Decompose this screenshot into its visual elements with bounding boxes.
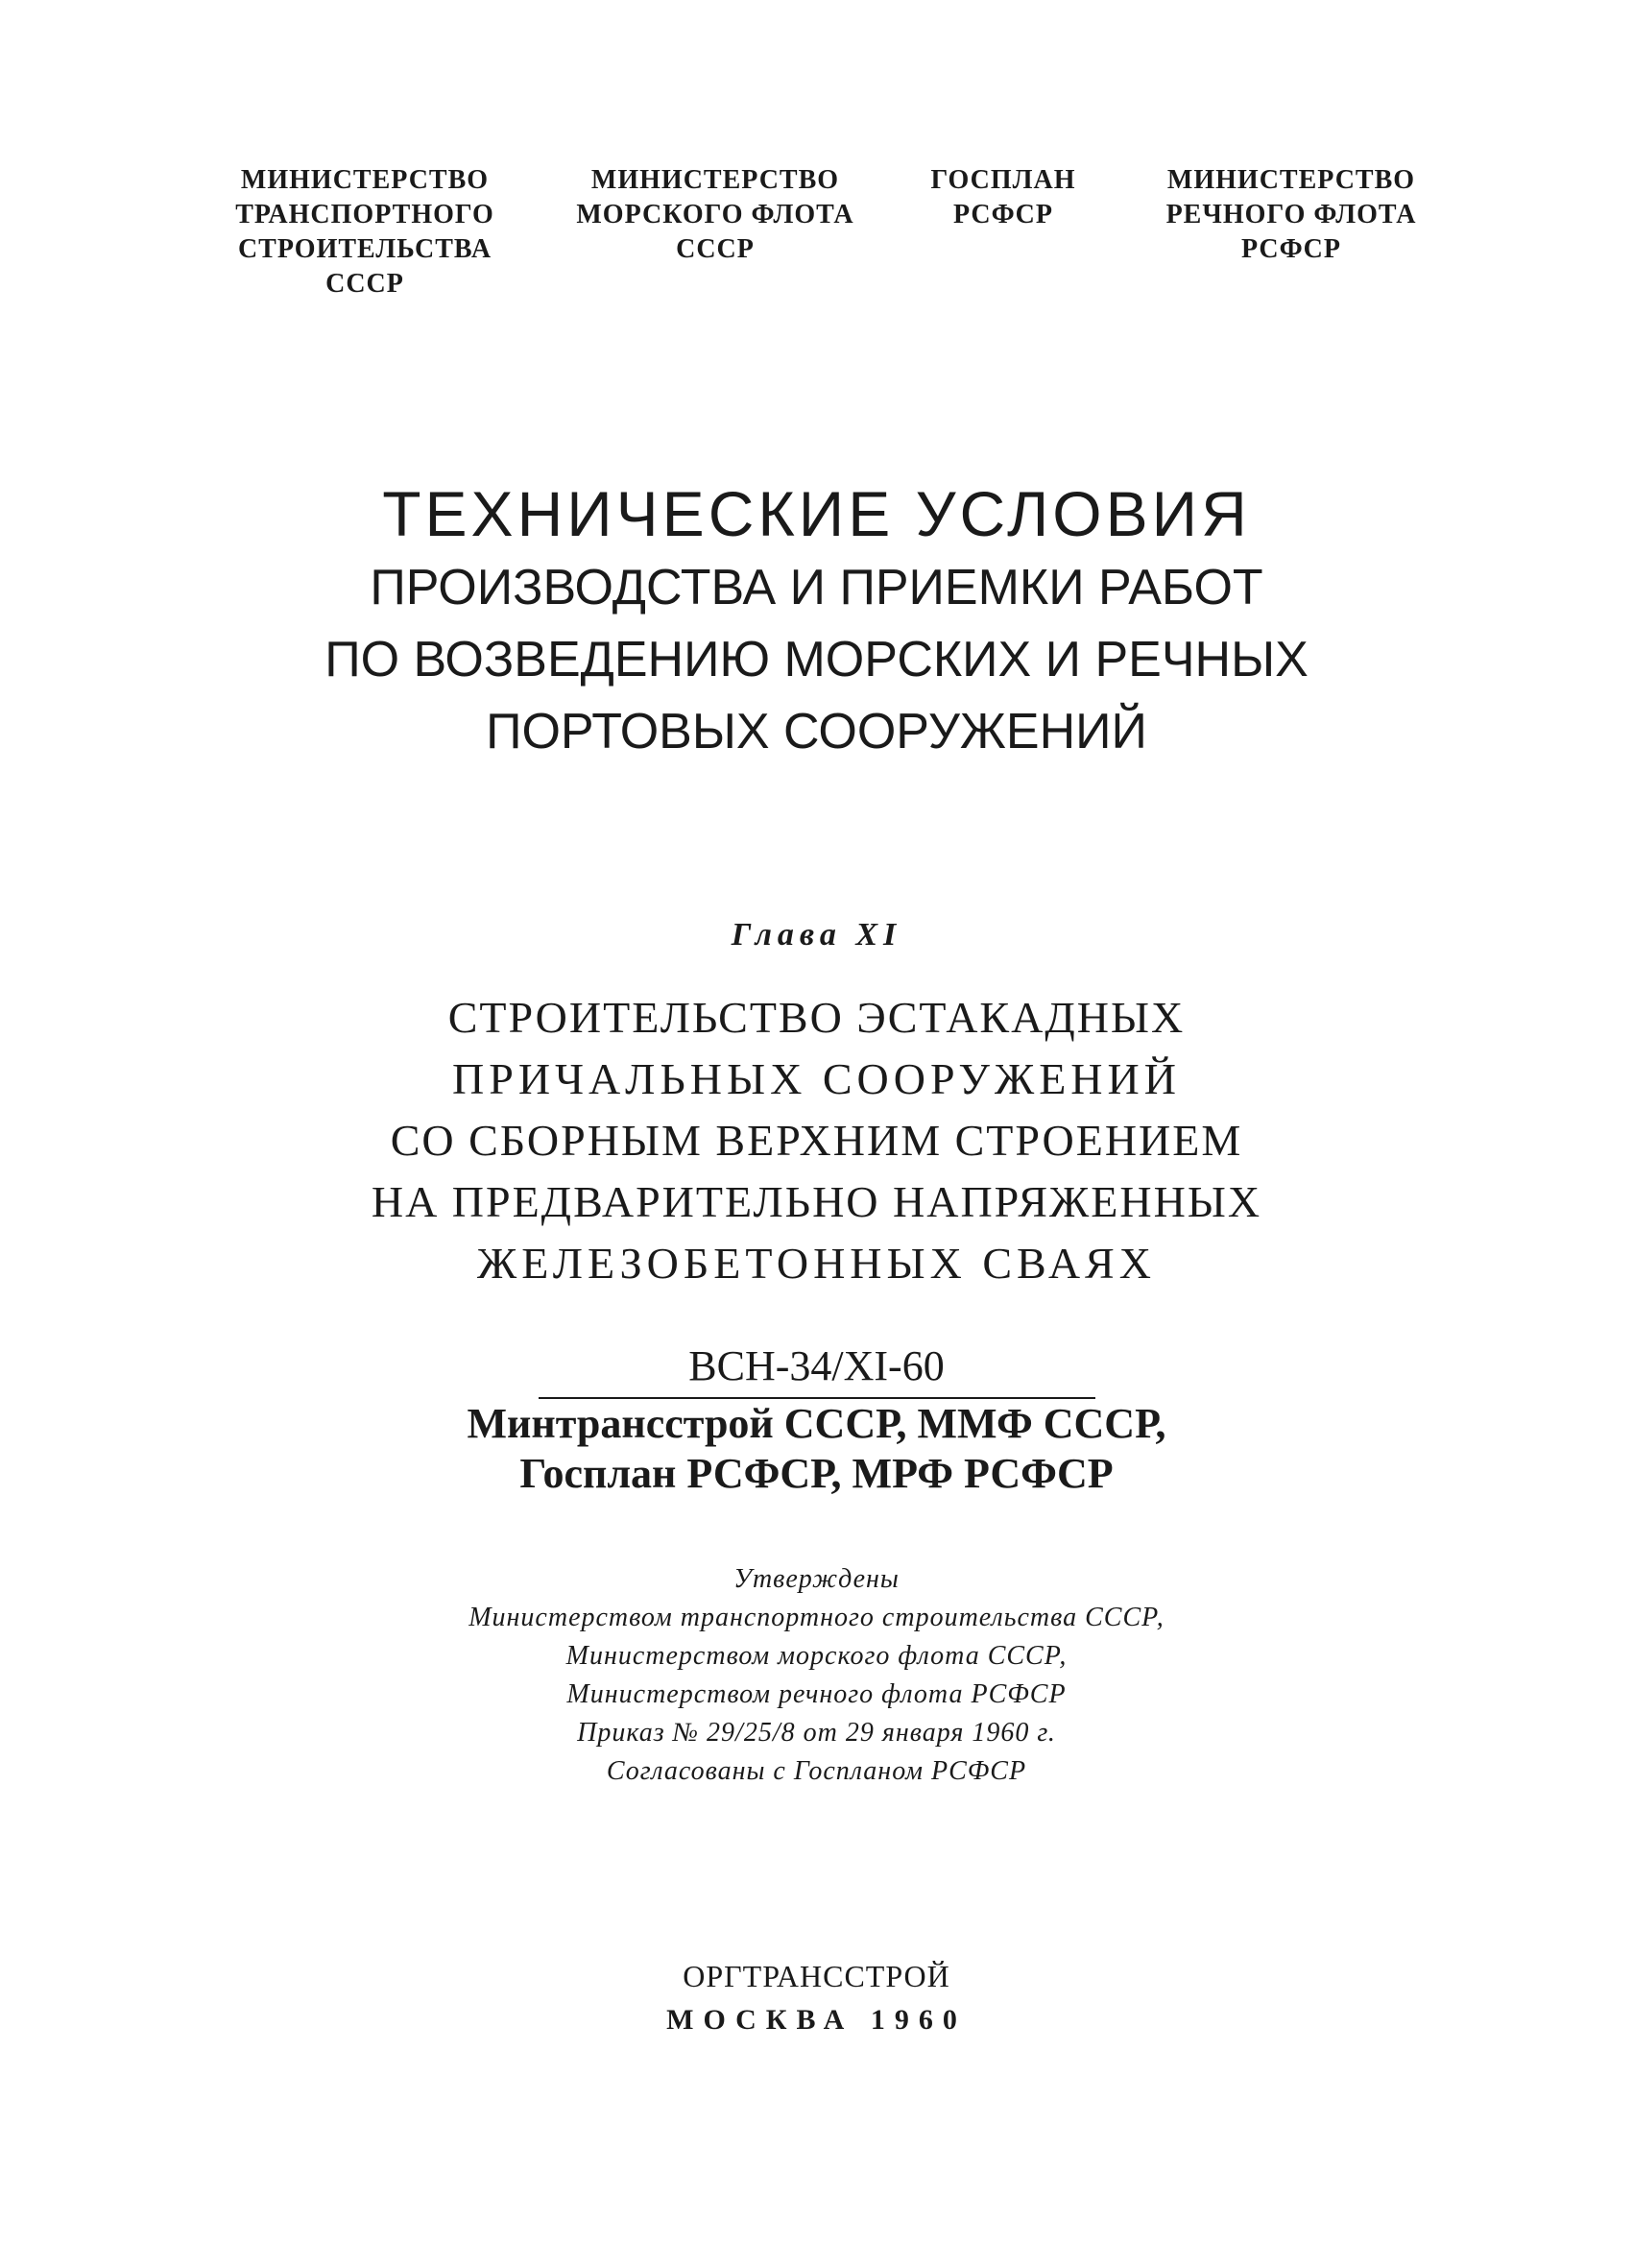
issuer-river-fleet-ministry bbox=[1133, 163, 1450, 267]
issuer-line: МИНИСТЕРСТВО bbox=[1166, 165, 1416, 195]
approval-line: Согласованы с Госпланом РСФСР bbox=[606, 1756, 1027, 1786]
chapter-title-line: ПРИЧАЛЬНЫХ СООРУЖЕНИЙ bbox=[452, 1054, 1181, 1103]
authorities-line-2: Госплан РСФСР, МРФ РСФСР bbox=[519, 1450, 1114, 1497]
publication-place-year: МОСКВА 1960 bbox=[666, 2004, 967, 2036]
approval-line: Министерством транспортного строительства СССР, bbox=[468, 1603, 1165, 1632]
issuer-transport-ministry bbox=[206, 163, 523, 302]
chapter-title-line: ЖЕЛЕЗОБЕТОННЫХ СВАЯХ bbox=[477, 1239, 1156, 1288]
publisher-imprint bbox=[0, 1954, 1633, 2042]
issuer-line: РЕЧНОГО ФЛОТА bbox=[1165, 200, 1417, 229]
title-line-1: ТЕХНИЧЕСКИЕ УСЛОВИЯ bbox=[382, 478, 1251, 549]
standard-code: ВСН-34/XI-60 bbox=[539, 1339, 1095, 1399]
approval-line: Министерством морского флота СССР, bbox=[565, 1641, 1068, 1671]
authorities-line-1: Минтрансстрой СССР, ММФ СССР, bbox=[467, 1400, 1166, 1447]
title-line-4: ПОРТОВЫХ СООРУЖЕНИЙ bbox=[486, 704, 1147, 760]
chapter-title-line: НА ПРЕДВАРИТЕЛЬНО НАПРЯЖЕННЫХ bbox=[371, 1177, 1262, 1226]
document-title bbox=[0, 475, 1633, 768]
approval-line: Утверждены bbox=[733, 1564, 900, 1594]
issuer-line: МОРСКОГО ФЛОТА bbox=[576, 200, 854, 229]
issuer-line: РСФСР bbox=[952, 200, 1054, 229]
issuer-line: ТРАНСПОРТНОГО bbox=[235, 200, 494, 229]
issuer-line: ГОСПЛАН bbox=[930, 165, 1076, 195]
publisher-name: ОРГТРАНССТРОЙ bbox=[683, 1959, 950, 1993]
approval-note bbox=[0, 1560, 1633, 1791]
issuer-sea-fleet-ministry bbox=[557, 163, 874, 267]
title-line-2: ПРОИЗВОДСТВА И ПРИЕМКИ РАБОТ bbox=[370, 560, 1263, 615]
issuer-line: МИНИСТЕРСТВО bbox=[240, 165, 490, 195]
approval-line: Министерством речного флота РСФСР bbox=[566, 1679, 1067, 1709]
issuer-line: СТРОИТЕЛЬСТВА bbox=[237, 234, 492, 264]
chapter-title-line: СО СБОРНЫМ ВЕРХНИМ СТРОЕНИЕМ bbox=[390, 1116, 1243, 1165]
issuer-gosplan bbox=[898, 163, 1109, 232]
issuer-line: МИНИСТЕРСТВО bbox=[590, 165, 840, 195]
approval-line: Приказ № 29/25/8 от 29 января 1960 г. bbox=[577, 1718, 1056, 1748]
standard-code-block bbox=[0, 1339, 1633, 1499]
issuer-line: СССР bbox=[676, 234, 755, 264]
issuing-bodies bbox=[0, 163, 1633, 317]
issuer-line: РСФСР bbox=[1240, 234, 1342, 264]
chapter-label: Глава XI bbox=[731, 917, 902, 953]
standard-authorities bbox=[0, 1399, 1633, 1499]
chapter-title-line: СТРОИТЕЛЬСТВО ЭСТАКАДНЫХ bbox=[447, 993, 1186, 1042]
chapter-title bbox=[0, 987, 1633, 1294]
issuer-line: СССР bbox=[325, 269, 404, 299]
title-line-3: ПО ВОЗВЕДЕНИЮ МОРСКИХ И РЕЧНЫХ bbox=[324, 632, 1309, 688]
